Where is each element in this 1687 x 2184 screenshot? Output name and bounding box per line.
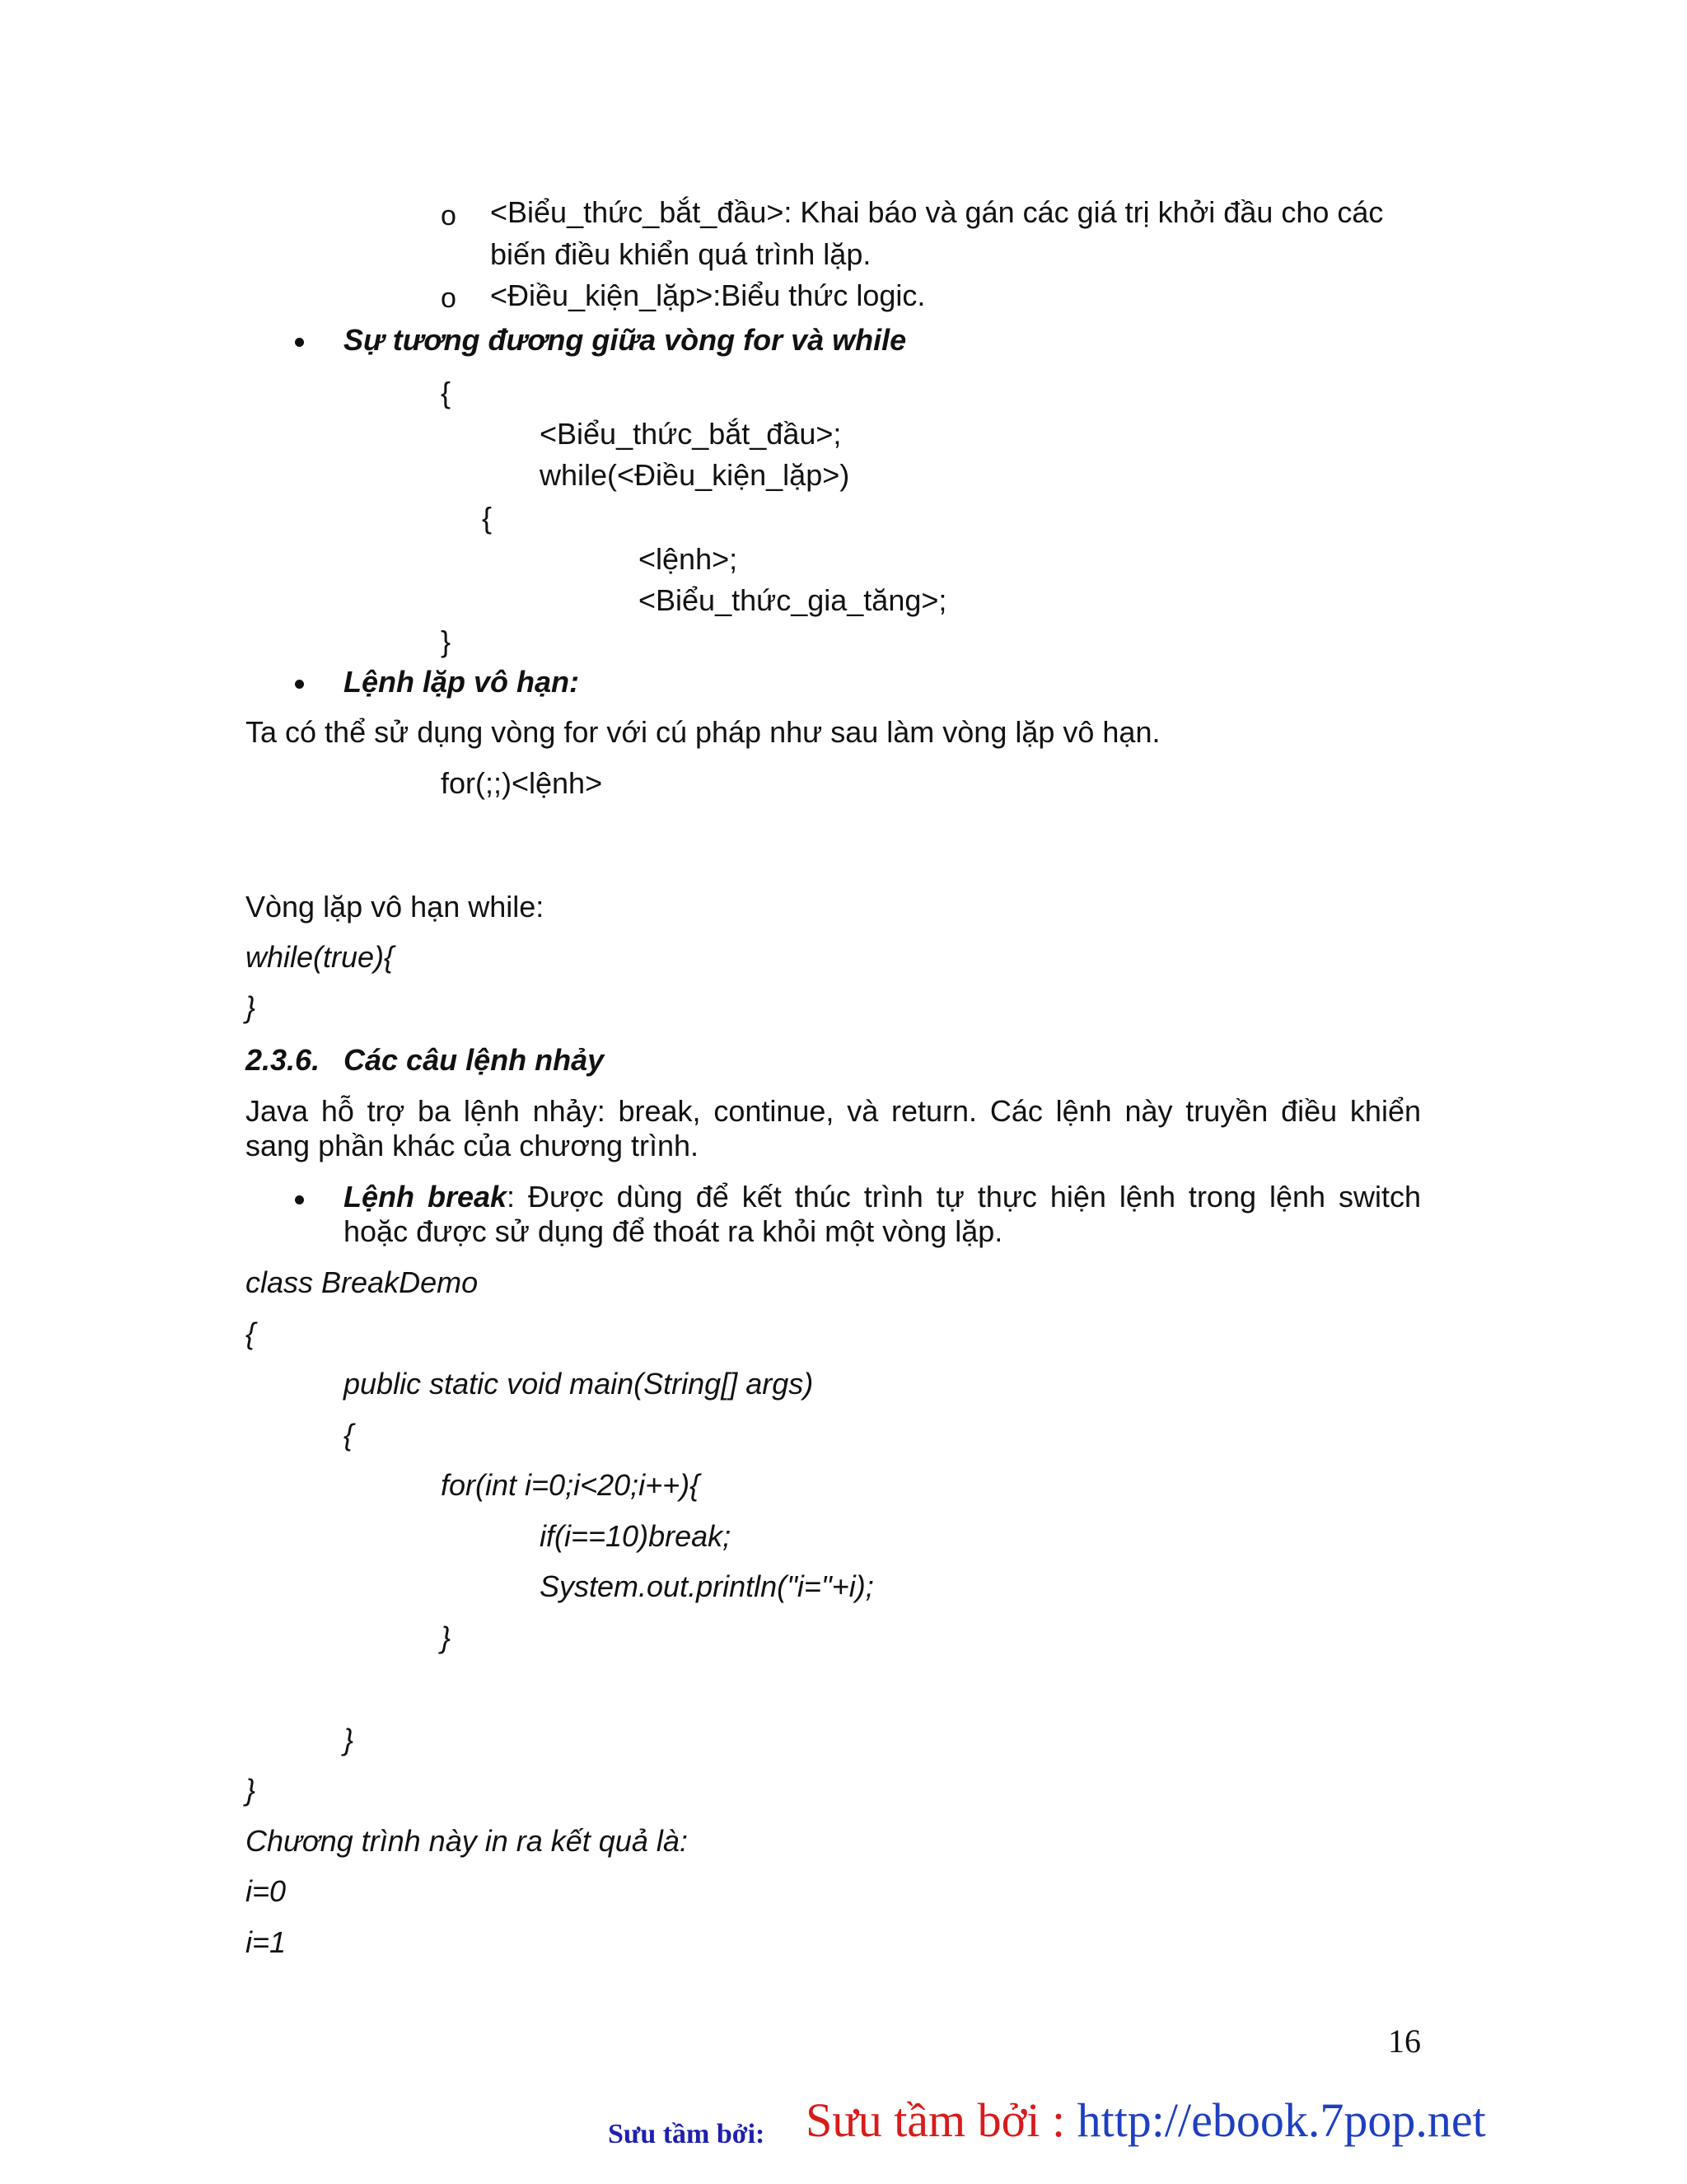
infinite-description: Ta có thể sử dụng vòng for với cú pháp như sau làm vòng lặp vô hạn. <box>245 715 1161 749</box>
section-number <box>245 1042 320 1078</box>
while-true-code: while(true){ <box>245 940 395 974</box>
code-print: System.out.println("i="+i); <box>540 1569 874 1603</box>
eq-open-brace-2: { <box>482 501 493 535</box>
footer-source-prefix: Sưu tầm bởi : <box>806 2093 1077 2147</box>
break-item <box>343 1180 1421 1249</box>
code-close-brace-3: } <box>441 1620 451 1654</box>
code-if: if(i==10)break; <box>540 1519 731 1553</box>
eq-start-expr: <Biểu_thức_bắt_đầu>; <box>540 417 842 451</box>
result-label: Chương trình này in ra kết quả là: <box>245 1824 688 1858</box>
page-number: 16 <box>1388 2023 1421 2060</box>
output-line-2: i=1 <box>245 1925 287 1959</box>
while-infinite-label: Vòng lặp vô hạn while: <box>245 890 544 924</box>
eq-open-brace-1: { <box>441 376 451 409</box>
bullet-dot <box>295 680 304 689</box>
footer-source <box>806 2093 1486 2148</box>
footer-source-url[interactable]: http://ebook.7pop.net <box>1077 2093 1486 2147</box>
bullet-dot <box>295 338 304 347</box>
eq-increment: <Biểu_thức_gia_tăng>; <box>638 583 947 617</box>
code-class: class BreakDemo <box>245 1265 479 1299</box>
code-close-brace-1: } <box>245 1773 256 1807</box>
sub-item-start-expr-a: <Biểu_thức_bắt_đầu>: Khai báo và gán các giá trị khởi đầu cho các <box>490 195 1384 229</box>
sub-item-start-expr <box>490 195 1421 230</box>
sub-bullet-circle: o <box>441 200 456 231</box>
break-term: Lệnh break <box>343 1180 507 1214</box>
section-title: Các câu lệnh nhảy <box>343 1043 605 1077</box>
code-open-brace-1: { <box>245 1316 256 1350</box>
bullet-dot <box>295 1195 304 1204</box>
output-line-1: i=0 <box>245 1874 287 1908</box>
break-description: : Được dùng để kết thúc trình tự thực hiện lệnh trong lệnh switch hoặc được sử dụng để thoát ra khỏi một vòng lặp. <box>343 1180 1422 1248</box>
while-close-brace: } <box>245 990 256 1024</box>
eq-close-brace: } <box>441 624 451 658</box>
sub-item-start-expr-b: biến điều khiển quá trình lặp. <box>490 237 872 271</box>
footer-left-label: Sưu tầm bởi: <box>608 2119 765 2149</box>
code-for: for(int i=0;i<20;i++){ <box>441 1468 700 1502</box>
infinite-heading: Lệnh lặp vô hạn: <box>343 665 580 699</box>
equiv-heading: Sự tương đương giữa vòng for và while <box>343 323 907 357</box>
for-infinite-code: for(;;)<lệnh> <box>441 766 603 800</box>
code-open-brace-2: { <box>343 1418 354 1452</box>
sub-bullet-circle: o <box>441 283 456 314</box>
eq-command: <lệnh>; <box>638 542 738 576</box>
jump-paragraph: Java hỗ trợ ba lệnh nhảy: break, continue, và return. Các lệnh này truyền điều khiển sang phần khác của chương trình. <box>245 1094 1421 1162</box>
eq-while: while(<Điều_kiện_lặp>) <box>540 458 850 492</box>
section-number-text: 2.3.6. <box>245 1043 320 1077</box>
sub-item-condition: <Điều_kiện_lặp>:Biểu thức logic. <box>490 278 926 312</box>
code-close-brace-2: } <box>343 1723 354 1756</box>
code-main: public static void main(String[] args) <box>343 1367 814 1401</box>
